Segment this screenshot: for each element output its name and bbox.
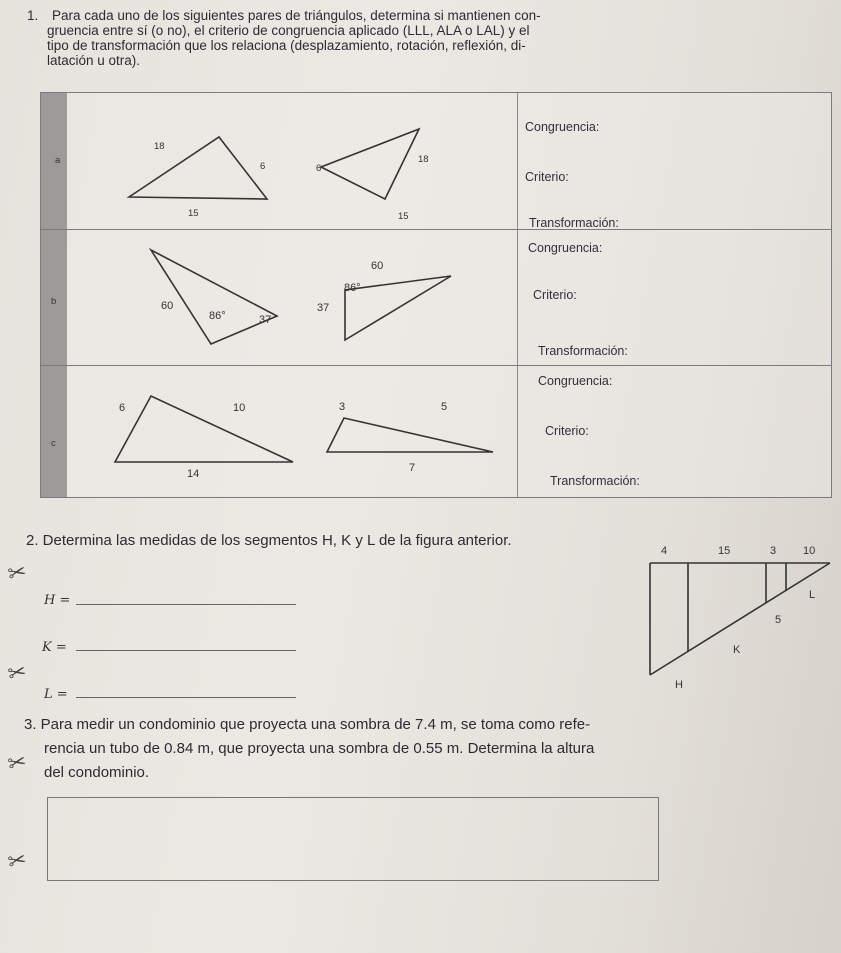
figure-label-h: H	[675, 679, 683, 691]
answer-box[interactable]	[47, 797, 659, 881]
scissors-icon: ✂	[5, 846, 29, 875]
question-3	[24, 713, 664, 785]
table-row-c	[41, 365, 831, 498]
answer-k-label: K =	[42, 640, 67, 655]
answer-l-label: L =	[44, 687, 68, 702]
tri-a1-label-2: 6	[260, 161, 266, 172]
tri-b1-label-2: 86°	[209, 310, 226, 322]
tri-a2-label-3: 15	[398, 211, 409, 222]
figure-hypotenuse	[650, 563, 830, 675]
field-transformacion-b: Transformación:	[538, 344, 628, 358]
triangle-a2	[321, 129, 419, 199]
tri-b2-label-2: 86°	[344, 282, 361, 294]
question-3-line-3: del condominio.	[44, 764, 150, 781]
triangle-c1	[115, 396, 293, 462]
question-2: 2. Determina las medidas de los segmentos H, K y L de la figura anterior.	[26, 532, 512, 549]
tri-c1-label-1: 6	[119, 402, 126, 414]
question-1-number: 1.	[27, 8, 39, 23]
tri-b1-label-3: 37	[259, 314, 272, 326]
triangle-pair-b	[41, 230, 521, 366]
tri-b2-label-1: 60	[371, 260, 384, 272]
figure-label-10: 10	[803, 545, 816, 557]
row-letter: c	[51, 438, 56, 449]
answer-k-line[interactable]	[76, 650, 296, 651]
answer-h-line[interactable]	[76, 604, 296, 605]
tri-b2-label-3: 37	[317, 302, 330, 314]
triangle-pair-a	[41, 93, 521, 229]
tri-c2-label-2: 5	[441, 401, 448, 413]
question-3-line-1: 3. Para medir un condominio que proyecta una sombra de 7.4 m, se toma como refe-	[24, 716, 591, 733]
scissors-icon: ✂	[5, 748, 29, 777]
figure-label-5: 5	[775, 614, 782, 626]
question-1-line-2: gruencia entre sí (o no), el criterio de congruencia aplicado (LLL, ALA o LAL) y el	[47, 23, 530, 38]
row-letter: a	[55, 155, 61, 166]
scissors-icon: ✂	[5, 658, 29, 687]
question-1	[27, 8, 607, 68]
field-criterio-c: Criterio:	[545, 424, 589, 438]
field-congruencia-c: Congruencia:	[538, 374, 613, 388]
triangle-b2	[345, 276, 451, 340]
table-row-a	[41, 93, 831, 229]
segments-figure	[640, 545, 840, 695]
tri-a2-label-1: 6	[316, 163, 322, 174]
figure-label-3: 3	[770, 545, 777, 557]
scissors-icon: ✂	[5, 558, 29, 587]
row-letter: b	[51, 296, 57, 307]
tri-c1-label-2: 10	[233, 402, 246, 414]
tri-a2-label-2: 18	[418, 154, 429, 165]
figure-label-k: K	[733, 644, 741, 656]
question-1-line-1: Para cada uno de los siguientes pares de triángulos, determina si mantienen con-	[52, 8, 541, 23]
triangle-c2	[327, 418, 493, 452]
field-congruencia-a: Congruencia:	[525, 120, 600, 134]
field-criterio-b: Criterio:	[533, 288, 577, 302]
triangle-a1	[129, 137, 267, 199]
question-1-line-3: tipo de transformación que los relaciona (desplazamiento, rotación, reflexión, di-	[47, 38, 526, 53]
triangle-b1	[151, 250, 277, 344]
field-transformacion-c: Transformación:	[550, 474, 640, 488]
tri-a1-label-1: 18	[154, 141, 165, 152]
figure-label-15: 15	[718, 545, 731, 557]
field-transformacion-a: Transformación:	[529, 216, 619, 230]
field-criterio-a: Criterio:	[525, 170, 569, 184]
triangle-pair-c	[41, 366, 521, 498]
figure-label-4: 4	[661, 545, 668, 557]
figure-label-l: L	[809, 589, 816, 601]
tri-c1-label-3: 14	[187, 468, 200, 480]
tri-a1-label-3: 15	[188, 208, 199, 219]
answer-h-label: H =	[44, 593, 71, 608]
field-congruencia-b: Congruencia:	[528, 241, 603, 255]
tri-b1-label-1: 60	[161, 300, 174, 312]
congruence-table	[40, 92, 832, 498]
table-row-b	[41, 229, 831, 366]
tri-c2-label-3: 7	[409, 462, 416, 474]
question-1-line-4: latación u otra).	[47, 53, 141, 68]
tri-c2-label-1: 3	[339, 401, 346, 413]
answer-l-line[interactable]	[76, 697, 296, 698]
question-3-line-2: rencia un tubo de 0.84 m, que proyecta una sombra de 0.55 m. Determina la altura	[44, 740, 595, 757]
